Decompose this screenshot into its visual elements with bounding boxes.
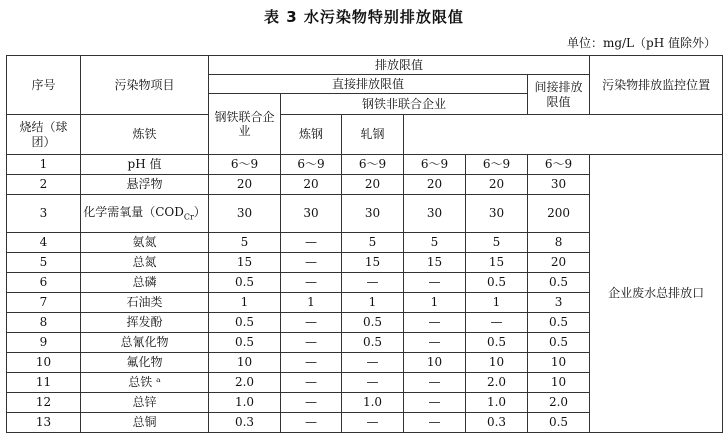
value-cell: 1 (342, 293, 404, 313)
value-cell: 10 (404, 353, 466, 373)
value-cell: — (281, 373, 342, 393)
pollutant-name: 石油类 (81, 293, 209, 313)
header-indirect-limit: 间接排放限值 (528, 75, 590, 115)
value-cell: 2.0 (528, 393, 590, 413)
value-cell: 1 (466, 293, 528, 313)
value-cell: 15 (342, 253, 404, 273)
value-cell: 0.5 (528, 333, 590, 353)
value-cell: 30 (209, 195, 281, 233)
value-cell: 15 (404, 253, 466, 273)
value-cell: 10 (209, 353, 281, 373)
value-cell: — (342, 413, 404, 433)
value-cell: 6～9 (466, 155, 528, 175)
value-cell: 6～9 (404, 155, 466, 175)
header-pollutant: 污染物项目 (81, 56, 209, 115)
value-cell: 30 (466, 195, 528, 233)
header-seq: 序号 (7, 56, 81, 115)
value-cell: — (404, 373, 466, 393)
row-number: 6 (7, 273, 81, 293)
value-cell: 0.5 (342, 313, 404, 333)
value-cell: 10 (528, 353, 590, 373)
row-number: 2 (7, 175, 81, 195)
value-cell: 200 (528, 195, 590, 233)
value-cell: 20 (342, 175, 404, 195)
pollutant-name: 总磷 (81, 273, 209, 293)
value-cell: 6～9 (281, 155, 342, 175)
monitor-location: 企业废水总排放口 (590, 155, 723, 433)
table-title: 表 3 水污染物特别排放限值 (264, 8, 464, 26)
value-cell: — (404, 273, 466, 293)
value-cell: 0.5 (209, 313, 281, 333)
row-number: 3 (7, 195, 81, 233)
value-cell: 1.0 (466, 393, 528, 413)
pollutant-name: 悬浮物 (81, 175, 209, 195)
table-body (7, 155, 723, 433)
value-cell: 8 (528, 233, 590, 253)
pollutant-name (81, 195, 209, 233)
value-cell: 1.0 (209, 393, 281, 413)
value-cell: — (404, 413, 466, 433)
value-cell: 30 (281, 195, 342, 233)
value-cell: — (281, 313, 342, 333)
row-number: 10 (7, 353, 81, 373)
value-cell: — (281, 333, 342, 353)
header-sintering: 烧结（球团） (7, 115, 81, 155)
value-cell: 30 (342, 195, 404, 233)
value-cell: — (404, 313, 466, 333)
header-united-enterprise: 钢铁联合企业 (209, 94, 281, 155)
header-steelmaking: 炼钢 (281, 115, 342, 155)
value-cell: — (342, 353, 404, 373)
value-cell: 15 (466, 253, 528, 273)
header-ironmaking: 炼铁 (81, 115, 209, 155)
value-cell: 0.5 (528, 413, 590, 433)
row-number: 13 (7, 413, 81, 433)
value-cell: 20 (528, 253, 590, 273)
row-number: 1 (7, 155, 81, 175)
value-cell: 0.5 (209, 333, 281, 353)
row-number: 4 (7, 233, 81, 253)
header-non-united-enterprise: 钢铁非联合企业 (281, 94, 528, 115)
value-cell: — (281, 253, 342, 273)
value-cell: 15 (209, 253, 281, 273)
value-cell: — (281, 413, 342, 433)
value-cell: 6～9 (528, 155, 590, 175)
header-monitor-location: 污染物排放监控位置 (590, 56, 723, 115)
row-number: 12 (7, 393, 81, 413)
value-cell: 6～9 (209, 155, 281, 175)
value-cell: — (342, 273, 404, 293)
value-cell: 20 (281, 175, 342, 195)
value-cell: 5 (342, 233, 404, 253)
value-cell: 5 (404, 233, 466, 253)
value-cell: — (281, 353, 342, 373)
value-cell: — (281, 273, 342, 293)
value-cell: 2.0 (466, 373, 528, 393)
header-limit: 排放限值 (209, 56, 590, 75)
value-cell: 20 (404, 175, 466, 195)
unit-note: 单位：mg/L（pH 值除外） (566, 36, 716, 50)
row-number: 8 (7, 313, 81, 333)
value-cell: 0.3 (466, 413, 528, 433)
pollutant-name: 总铁 ᵃ (81, 373, 209, 393)
value-cell: 5 (209, 233, 281, 253)
value-cell: 1 (404, 293, 466, 313)
header-direct-limit: 直接排放限值 (209, 75, 528, 94)
value-cell: 1.0 (342, 393, 404, 413)
value-cell: — (281, 393, 342, 413)
value-cell: 10 (466, 353, 528, 373)
value-cell: 2.0 (209, 373, 281, 393)
value-cell: 30 (404, 195, 466, 233)
pollutant-name: 总铜 (81, 413, 209, 433)
row-number: 11 (7, 373, 81, 393)
value-cell: 6～9 (342, 155, 404, 175)
row-number: 5 (7, 253, 81, 273)
pollutant-name-subscript: Cr (183, 212, 194, 222)
value-cell: 0.5 (342, 333, 404, 353)
pollutant-name: pH 值 (81, 155, 209, 175)
pollutant-name-tail: ） (193, 205, 206, 219)
value-cell: 20 (466, 175, 528, 195)
pollutant-name: 挥发酚 (81, 313, 209, 333)
header-rolling: 轧钢 (342, 115, 404, 155)
pollutant-name: 总氰化物 (81, 333, 209, 353)
value-cell: 5 (466, 233, 528, 253)
pollutant-name: 氟化物 (81, 353, 209, 373)
pollutant-name: 氨氮 (81, 233, 209, 253)
value-cell: 0.5 (528, 273, 590, 293)
pollutant-name: 总锌 (81, 393, 209, 413)
pollutant-name: 总氮 (81, 253, 209, 273)
value-cell: — (466, 313, 528, 333)
value-cell: — (342, 373, 404, 393)
value-cell: 0.5 (209, 273, 281, 293)
value-cell: 20 (209, 175, 281, 195)
emission-limits-table (6, 55, 723, 433)
value-cell: 10 (528, 373, 590, 393)
value-cell: 0.5 (466, 273, 528, 293)
row-number: 9 (7, 333, 81, 353)
value-cell: 0.5 (466, 333, 528, 353)
value-cell: — (404, 393, 466, 413)
value-cell: — (281, 233, 342, 253)
value-cell: — (404, 333, 466, 353)
value-cell: 0.3 (209, 413, 281, 433)
value-cell: 30 (528, 175, 590, 195)
value-cell: 0.5 (528, 313, 590, 333)
value-cell: 1 (209, 293, 281, 313)
row-number: 7 (7, 293, 81, 313)
value-cell: 3 (528, 293, 590, 313)
value-cell: 1 (281, 293, 342, 313)
pollutant-name-main: 化学需氧量（COD (83, 205, 184, 219)
table-row (7, 155, 723, 175)
